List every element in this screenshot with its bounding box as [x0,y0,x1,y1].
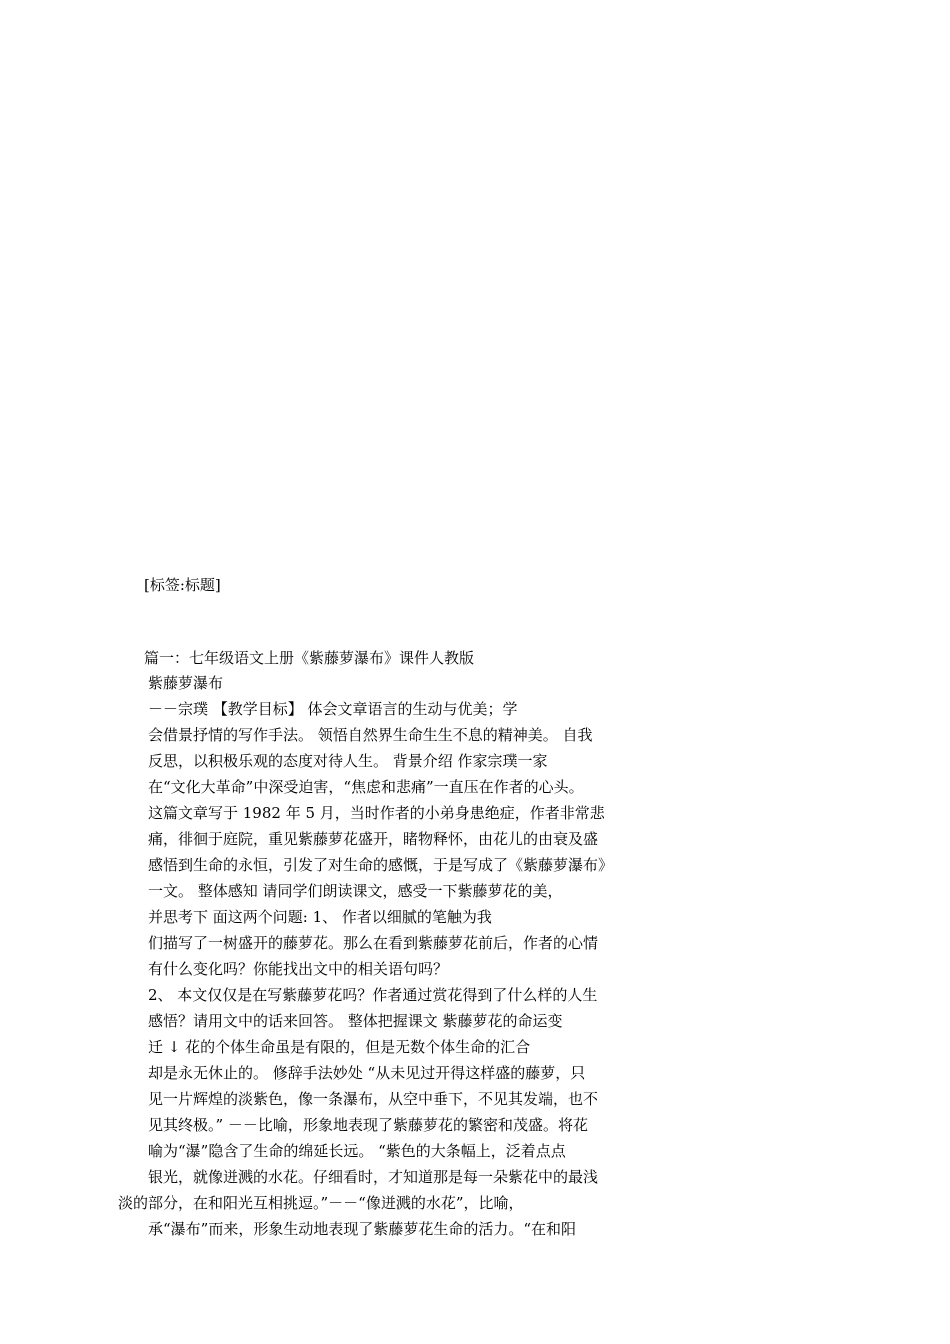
text-line: 淡的部分，在和阳光互相挑逗。”－－“像迸溅的水花”，比喻， [118,1194,524,1212]
text-line: 们描写了一树盛开的藤萝花。那么在看到紫藤萝花前后，作者的心情 [148,934,599,952]
text-line: 会借景抒情的写作手法。 领悟自然界生命生生不息的精神美。 自我 [148,726,593,744]
text-line: 喻为“瀑”隐含了生命的绵延长远。 “紫色的大条幅上，泛着点点 [148,1142,566,1160]
text-line: 篇一：七年级语文上册《紫藤萝瀑布》课件人教版 [144,649,475,667]
text-line: 银光，就像迸溅的水花。仔细看时，才知道那是每一朵紫花中的最浅 [148,1168,599,1186]
text-line: 感悟到生命的永恒，引发了对生命的感慨，于是写成了《紫藤萝瀑布》 [148,856,614,874]
text-line: 这篇文章写于 1982 年 5 月，当时作者的小弟身患绝症，作者非常悲 [148,804,605,822]
text-line: 承“瀑布”而来，形象生动地表现了紫藤萝花生命的活力。“在和阳 [148,1220,577,1238]
text-line: 反思，以积极乐观的态度对待人生。 背景介绍 作家宗璞一家 [148,752,548,770]
tag-label: [标签:标题] [144,576,221,594]
text-line: 见其终极。” －－比喻，形象地表现了紫藤萝花的繁密和茂盛。将花 [148,1116,588,1134]
text-line: －－宗璞 【教学目标】 体会文章语言的生动与优美；学 [148,700,518,718]
text-line: 感悟？请用文中的话来回答。 整体把握课文 紫藤萝花的命运变 [148,1012,563,1030]
text-line: 却是永无休止的。 修辞手法妙处 “从未见过开得这样盛的藤萝，只 [148,1064,586,1082]
text-line: 并思考下 面这两个问题: 1、 作者以细腻的笔触为我 [148,908,492,926]
text-line: 痛，徘徊于庭院，重见紫藤萝花盛开，睹物释怀，由花儿的由衰及盛 [148,830,599,848]
text-line: 2、 本文仅仅是在写紫藤萝花吗？作者通过赏花得到了什么样的人生 [148,986,598,1004]
text-line: 迁 ↓ 花的个体生命虽是有限的，但是无数个体生命的汇合 [148,1038,531,1056]
text-line: 一文。 整体感知 请同学们朗读课文，感受一下紫藤萝花的美， [148,882,563,900]
text-line: 在“文化大革命”中深受迫害，“焦虑和悲痛”一直压在作者的心头。 [148,778,584,796]
text-line: 有什么变化吗？你能找出文中的相关语句吗？ [148,960,449,978]
text-line: 见一片辉煌的淡紫色，像一条瀑布，从空中垂下，不见其发端，也不 [148,1090,599,1108]
text-line: 紫藤萝瀑布 [148,674,224,692]
